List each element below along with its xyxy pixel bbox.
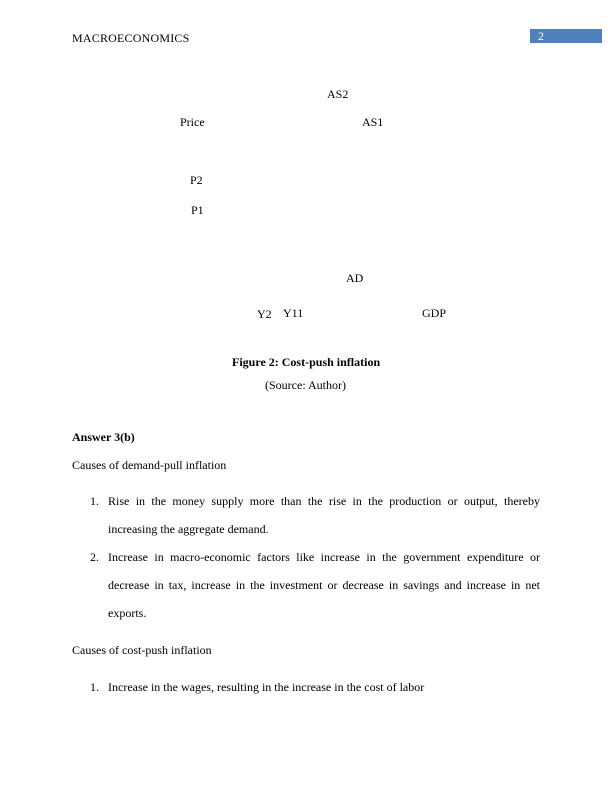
answer-heading: Answer 3(b) bbox=[72, 430, 135, 444]
list-item-text: Increase in macro-economic factors like increase in the government expenditure or decrease in tax, increase in the investment or decrease in savings and increase in net exports. bbox=[108, 550, 540, 620]
axis-label-price: Price bbox=[180, 115, 205, 129]
list-item: 1. Rise in the money supply more than the rise in the production or output, thereby increasing the aggregate demand. bbox=[90, 494, 540, 536]
running-head: MACROECONOMICS bbox=[72, 31, 190, 45]
cost-push-title: Causes of cost-push inflation bbox=[72, 643, 212, 657]
list-item: 2. Increase in macro-economic factors like increase in the government expenditure or decrease in tax, increase in the investment or decrease in savings and increase in net exports. bbox=[90, 550, 540, 620]
list-item: 1. Increase in the wages, resulting in the increase in the cost of labor bbox=[90, 680, 425, 694]
curve-label-ad: AD bbox=[346, 271, 364, 285]
list-item-text: Increase in the wages, resulting in the increase in the cost of labor bbox=[108, 680, 425, 694]
page-number-badge bbox=[530, 29, 602, 43]
figure-caption: Figure 2: Cost-push inflation bbox=[232, 355, 381, 369]
page-number: 2 bbox=[538, 29, 544, 43]
curve-label-as2: AS2 bbox=[327, 87, 349, 101]
output-level-y2: Y2 bbox=[257, 307, 272, 321]
figure-source: (Source: Author) bbox=[265, 378, 346, 392]
price-level-p2: P2 bbox=[190, 173, 203, 187]
output-level-y1: Y11 bbox=[283, 306, 304, 320]
cost-push-list bbox=[72, 673, 540, 701]
axis-label-gdp: GDP bbox=[422, 306, 447, 320]
demand-pull-list bbox=[72, 487, 540, 627]
list-item-text: Rise in the money supply more than the rise in the production or output, thereby increasing the aggregate demand. bbox=[108, 494, 540, 536]
price-level-p1: P1 bbox=[191, 203, 204, 217]
demand-pull-title: Causes of demand-pull inflation bbox=[72, 458, 227, 472]
curve-label-as1: AS1 bbox=[362, 115, 384, 129]
